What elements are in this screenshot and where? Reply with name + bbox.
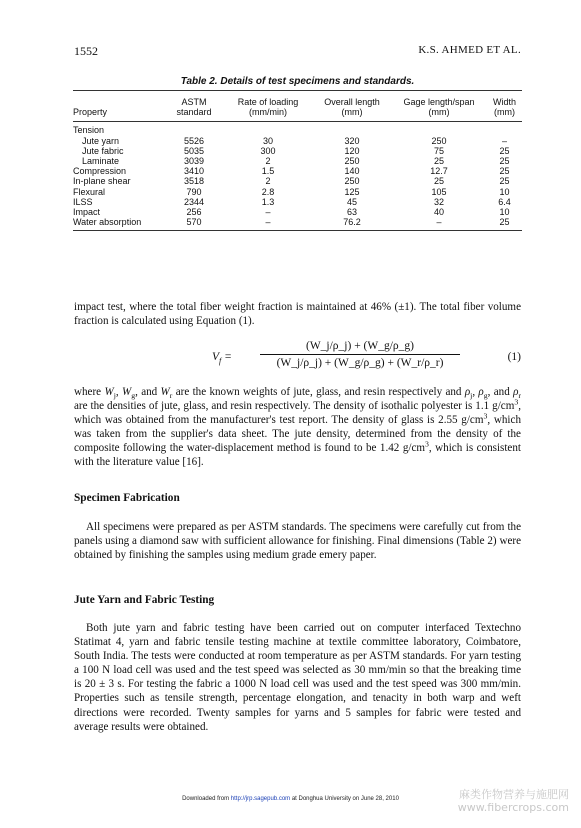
table-cell: 6.4 xyxy=(498,196,511,207)
table-cell: Compression xyxy=(73,166,127,177)
table-cell: Water absorption xyxy=(73,217,165,231)
equation-lhs: $V_f$ = xyxy=(212,351,232,366)
table-cell: 45 xyxy=(346,196,357,207)
table-cell xyxy=(313,122,391,136)
table-cell: 320 xyxy=(344,135,360,146)
table-cell: 120 xyxy=(344,145,360,156)
table-cell: 256 xyxy=(186,207,202,218)
column-header: Gage length/span (mm) xyxy=(391,91,487,122)
table-cell: 250 xyxy=(431,135,447,146)
paragraph-testing: Both jute yarn and fabric testing have been carried out on computer interfaced Textechno Statimat 4, yarn and fabric tensile testing machine at textile committee laboratory, Coimbatore, South India. The tests were conducted at room temperature as per ASTM standards. For yarn testing a 100 N load cell was used and the test speed was selected as 30 mm/min so that the breaking time is 20 ± 3 s. For testing the fabric a 1000 N load cell was used and the test speed was 300 mm/min. Properties such as tensile strength, percentage elongation, and tenacity in both warp and weft directions were recorded. Twenty samples for yarns and 5 samples for fabric were tested and average results were obtained. xyxy=(74,622,521,733)
table-row xyxy=(73,122,522,136)
table-cell xyxy=(391,122,487,136)
table-cell: 40 xyxy=(433,207,444,218)
table-cell: 12.7 xyxy=(430,166,448,177)
table-cell: 25 xyxy=(499,156,510,167)
table-cell: 32 xyxy=(433,196,444,207)
table-cell: – xyxy=(501,135,507,146)
page-number: 1552 xyxy=(74,44,98,58)
table-cell: Tension xyxy=(73,125,105,136)
table-cell: 105 xyxy=(431,186,447,197)
equation-numerator: (W_j/ρ_j) + (W_g/ρ_g) xyxy=(305,340,415,352)
table-cell: 25 xyxy=(499,176,510,187)
paragraph-intro: impact test, where the total fiber weight fraction is maintained at 46% (±1). The total fiber volume fraction is calculated using Equation (1). xyxy=(74,301,521,328)
table-cell: Flexural xyxy=(73,186,106,197)
table-body xyxy=(73,122,522,231)
table-cell: 790 xyxy=(186,186,202,197)
source-link[interactable]: http://jrp.sagepub.com xyxy=(230,796,291,802)
watermark: 麻类作物营养与施肥网 www.fibercrops.com xyxy=(457,788,569,814)
table-cell: 76.2 xyxy=(313,217,391,231)
running-head: K.S. AHMED ET AL. xyxy=(418,44,521,56)
table-cell: 125 xyxy=(344,186,360,197)
table-cell: 25 xyxy=(433,156,444,167)
table-cell: 1.5 xyxy=(261,166,275,177)
table-cell: Jute yarn xyxy=(82,135,120,146)
table-cell: 10 xyxy=(499,207,510,218)
equation-denominator: (W_j/ρ_j) + (W_g/ρ_g) + (W_r/ρ_r) xyxy=(260,354,460,369)
table-cell: 1.3 xyxy=(261,196,275,207)
table-cell: 3518 xyxy=(183,176,205,187)
table-row xyxy=(73,207,522,217)
table-cell: 250 xyxy=(344,156,360,167)
column-header: Rate of loading (mm/min) xyxy=(223,91,313,122)
table-row xyxy=(73,156,522,166)
table-header-row xyxy=(73,91,522,122)
table-row xyxy=(73,197,522,207)
table-cell: 25 xyxy=(487,217,522,231)
column-header: Overall length (mm) xyxy=(313,91,391,122)
table-cell: 5035 xyxy=(183,145,205,156)
table-row xyxy=(73,176,522,186)
table-cell: ILSS xyxy=(73,196,93,207)
equation-fraction xyxy=(260,340,460,369)
table-cell: 25 xyxy=(499,166,510,177)
table-row xyxy=(73,166,522,176)
table-cell: 25 xyxy=(433,176,444,187)
table-cell: 30 xyxy=(262,135,273,146)
table-row xyxy=(73,136,522,146)
section-heading-testing: Jute Yarn and Fabric Testing xyxy=(74,594,215,606)
paragraph-specimen: All specimens were prepared as per ASTM standards. The specimens were carefully cut from the panels using a diamond saw with sufficient allowance for finishing. Final dimensions (Table 2) were obtained by finishing the samples using medium grade emery paper. xyxy=(74,521,521,562)
table-cell: 5526 xyxy=(183,135,205,146)
table-row xyxy=(73,187,522,197)
table-cell: 2 xyxy=(265,176,271,187)
table-cell: 3039 xyxy=(183,156,205,167)
specimen-table xyxy=(73,90,522,231)
table-cell: 570 xyxy=(165,217,223,231)
table-row xyxy=(73,146,522,156)
table-cell: 2 xyxy=(265,156,271,167)
table-cell: 25 xyxy=(499,145,510,156)
column-header: Width (mm) xyxy=(487,91,522,122)
table-row xyxy=(73,217,522,231)
section-heading-specimen: Specimen Fabrication xyxy=(74,492,180,504)
table-caption: Table 2. Details of test specimens and standards. xyxy=(180,76,415,87)
table-cell: In-plane shear xyxy=(73,176,131,187)
table-cell: 300 xyxy=(260,145,276,156)
table-cell: – xyxy=(391,217,487,231)
table-cell: – xyxy=(265,207,271,218)
equation-number: (1) xyxy=(507,351,521,363)
table-cell: 250 xyxy=(344,176,360,187)
table-cell: Laminate xyxy=(82,156,120,167)
table-cell: 63 xyxy=(346,207,357,218)
table-cell: 3410 xyxy=(183,166,205,177)
table-cell xyxy=(165,122,223,136)
equation-1 xyxy=(74,340,521,376)
table-cell: – xyxy=(223,217,313,231)
table-cell: 75 xyxy=(433,145,444,156)
paragraph-densities: where $W_j$, $W_g$, and $W_r$ are the known weights of jute, glass, and resin respectively and $\rho_j$, $\rho_g$, and $\rho_r$ are the densities of jute, glass, and resin respectively. The density of isothalic polyester is 1.1 $g/cm^3$, which was obtained from the manufacturer's test report. The density of glass is 2.55 $g/cm^3$, which was taken from the supplier's data sheet. The jute density, determined from the density of the composite following the water-displacement method is found to be 1.42 $g/cm^3$, which is consistent with the literature value [16]. xyxy=(74,386,521,469)
table-cell: Jute fabric xyxy=(82,145,124,156)
table-cell: 140 xyxy=(344,166,360,177)
column-header: Property xyxy=(73,91,165,122)
table-cell: Impact xyxy=(73,207,101,218)
table-cell: 10 xyxy=(499,186,510,197)
download-footer: Downloaded from http://jrp.sagepub.com at Donghua University on June 28, 2010 xyxy=(182,796,399,802)
table-cell: 2.8 xyxy=(261,186,275,197)
column-header: ASTM standard xyxy=(165,91,223,122)
table-cell xyxy=(487,122,522,136)
table-cell xyxy=(223,122,313,136)
table-cell: 2344 xyxy=(183,196,205,207)
